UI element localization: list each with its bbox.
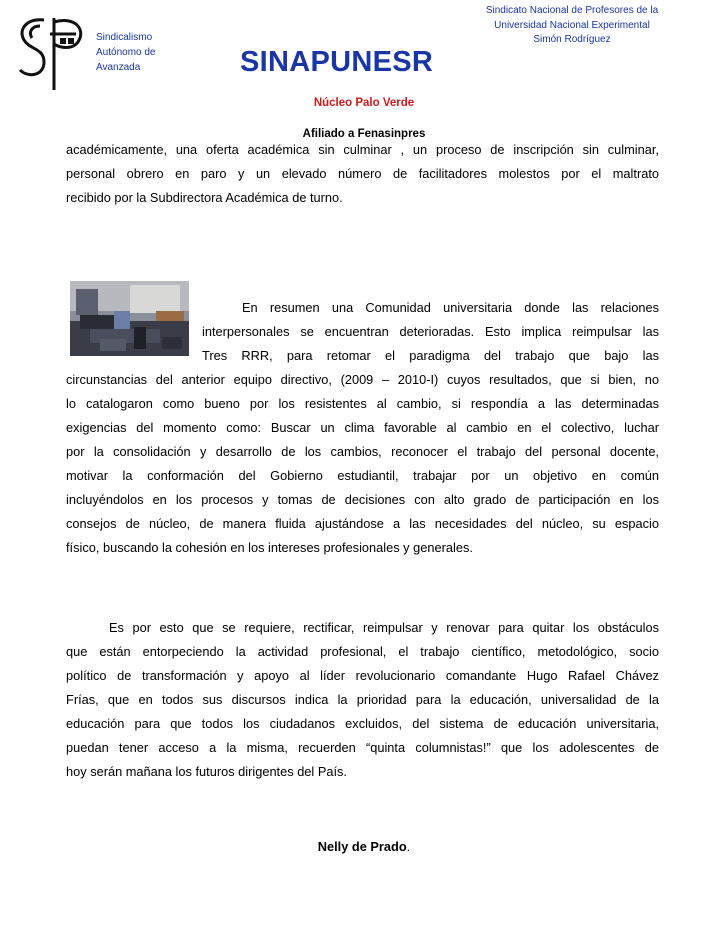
- text-line: consejos de núcleo, de manera fluida ajustándose a las necesidades del núcleo, su espacio: [66, 516, 659, 531]
- org-left-line: Avanzada: [96, 62, 141, 73]
- text-line: educación para que todos los ciudadanos excluidos, del sistema de educación universitaria,: [66, 716, 659, 731]
- nucleo-heading: Núcleo Palo Verde: [313, 97, 415, 109]
- org-left-line: Autónomo de: [96, 47, 156, 58]
- signature-period: .: [406, 839, 411, 854]
- text-line: personal obrero en paro y un elevado número de facilitadores molestos por el maltrato: [66, 166, 659, 181]
- text-line: lo catalogaron como bueno por los resistentes al cambio, si respondía a las determinadas: [66, 396, 659, 411]
- brand-title: SINAPUNESR: [240, 46, 434, 78]
- org-left-block: [96, 30, 156, 75]
- text-line: Tres RRR, para retomar el paradigma del trabajo que bajo las: [202, 348, 659, 363]
- text-line: que están entorpeciendo la actividad profesional, el trabajo científico, metodológico, socio: [66, 644, 659, 659]
- signature-name: Nelly de Prado: [317, 839, 407, 854]
- text-line: hoy serán mañana los futuros dirigentes del País.: [66, 764, 347, 779]
- meeting-room-photo: [70, 281, 189, 356]
- org-right-block: [468, 4, 676, 48]
- logo-emblem-icon: [14, 14, 88, 92]
- org-left-line: Sindicalismo: [96, 32, 153, 43]
- signature: [0, 839, 728, 854]
- text-line: circunstancias del anterior equipo directivo, (2009 – 2010-I) cuyos resultados, que si bien, no: [66, 372, 659, 387]
- text-line: Frías, que en todos sus discursos indica la prioridad para la educación, universalidad de la: [66, 692, 659, 707]
- org-right-line: Simón Rodríguez: [533, 34, 611, 45]
- text-line: exigencias del momento como: Buscar un clima favorable al cambio en el colectivo, luchar: [66, 420, 659, 435]
- paragraph-1: [66, 138, 659, 210]
- paragraph-3: [66, 616, 659, 784]
- org-right-line: Sindicato Nacional de Profesores de la: [485, 5, 659, 16]
- text-line: político de transformación y apoyo al líder revolucionario comandante Hugo Rafael Chávez: [66, 668, 659, 683]
- text-line: interpersonales se encuentran deterioradas. Esto implica reimpulsar las: [202, 324, 659, 339]
- text-line: Es por esto que se requiere, rectificar, reimpulsar y renovar para quitar los obstáculos: [109, 620, 659, 635]
- text-line: En resumen una Comunidad universitaria donde las relaciones: [242, 300, 659, 315]
- org-right-line: Universidad Nacional Experimental: [494, 19, 650, 31]
- text-line: puedan tener acceso a la misma, recuerden “quinta columnistas!” que los adolescentes de: [66, 740, 659, 755]
- paragraph-2: [66, 368, 659, 560]
- photo-image: [70, 281, 189, 356]
- text-line: por la consolidación y desarrollo de los cambios, reconocer el trabajo del personal docente,: [66, 444, 659, 459]
- text-line: incluyéndolos en los procesos y tomas de decisiones con alto grado de participación en los: [66, 492, 659, 507]
- text-line: académicamente, una oferta académica sin culminar , un proceso de inscripción sin culminar,: [66, 142, 659, 157]
- afiliado-heading: Afiliado a Fenasinpres: [302, 128, 426, 140]
- text-line: físico, buscando la cohesión en los intereses profesionales y generales.: [66, 540, 473, 555]
- paragraph-2-wrapped: [202, 296, 659, 368]
- text-line: motivar la conformación del Gobierno estudiantil, trabajar por un objetivo en común: [66, 468, 659, 483]
- sinapunesr-logo: [14, 14, 88, 92]
- text-line: recibido por la Subdirectora Académica de turno.: [66, 190, 343, 205]
